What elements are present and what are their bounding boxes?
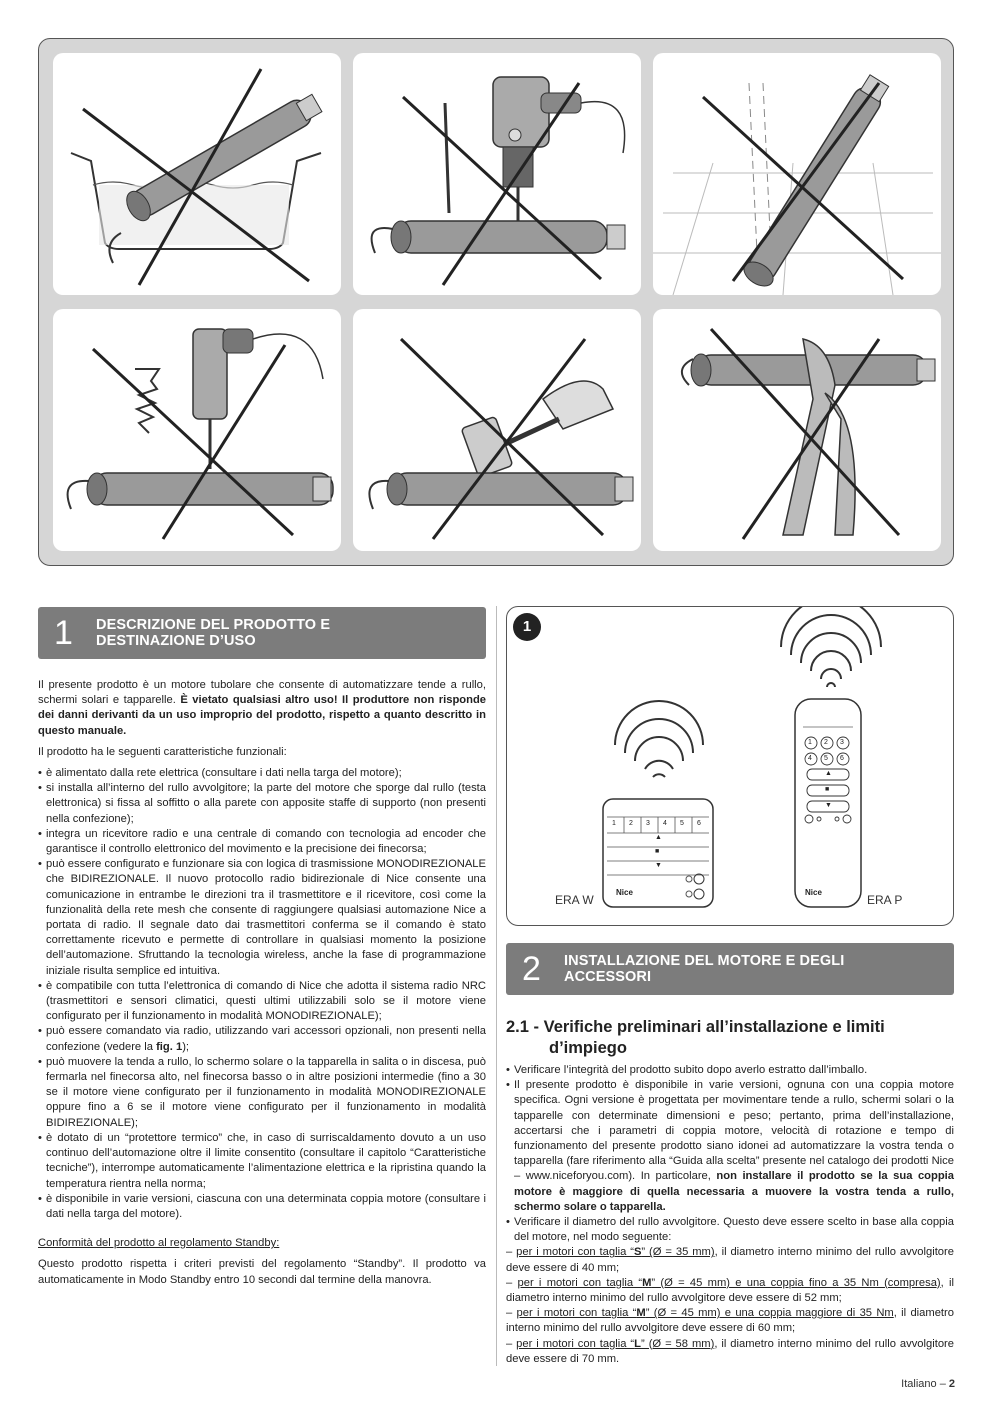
list-item: • Verificare l’integrità del prodotto subito dopo averlo estratto dall’imballo. (506, 1063, 954, 1078)
warning-panel-crushing (653, 309, 941, 551)
era-p-key-3: 3 (840, 739, 844, 746)
hammering-drawing (353, 309, 641, 551)
list-item: • è dotato di un “protettore termico” che, in caso di surriscaldamento dovuto a un uso continuo dell’automazione oltre il limite consentito (consultare il capitolo “Caratteristiche tecniche”), interrompe automaticamente l’alimentazione elettrica e la ripristina quando la temperatura rientra nella norma; (38, 1131, 486, 1192)
size-list (506, 1245, 954, 1367)
page-number: 2 (948, 1378, 955, 1390)
column-divider (496, 606, 497, 1366)
era-w-down-icon: ▼ (655, 862, 662, 869)
size-item-m-low: – per i motori con taglia “M” (Ø = 45 mm) e una coppia fino a 35 Nm (compresa), il diametro interno minimo del rullo avvolgitore deve essere di 52 mm; (506, 1276, 955, 1305)
era-w-signal-icon (615, 701, 703, 777)
era-p-up-icon: ▲ (825, 770, 832, 777)
era-p-down-icon: ▼ (825, 802, 832, 809)
figure-number-badge: 1 (513, 613, 541, 641)
checks-list (506, 1063, 954, 1245)
crushing-drawing (653, 309, 941, 551)
era-p-key-5: 5 (824, 755, 828, 762)
intro-paragraph: Il presente prodotto è un motore tubolare che consente di automatizzare tende a rullo, schermi solari e tapparelle. È vietato qualsiasi altro uso! Il produttore non risponde dei danni derivanti da un uso improprio del prodotto, rispetto a quanto descritto in questo manuale. (38, 679, 487, 737)
era-w-key-1: 1 (612, 820, 616, 827)
figure-1-remotes (506, 606, 954, 926)
page-footer (901, 1378, 955, 1390)
size-item-l: – per i motori con taglia “L” (Ø = 58 mm), il diametro interno minimo del rullo avvolgitore deve essere di 70 mm. (506, 1337, 954, 1365)
era-w-key-4: 4 (663, 820, 667, 827)
list-item: • si installa all’interno del rullo avvolgitore; la parte del motore che sporge dal rullo (testa elettronica) si fissa al soffitto o alla parete con apposite staffe di supporto (non presenti nella confezione); (38, 781, 486, 827)
immersion-drawing (53, 53, 341, 295)
figure-reference: fig. 1 (156, 1040, 183, 1053)
era-p-brand-logo: Nice (805, 888, 822, 897)
era-p-key-6: 6 (840, 755, 844, 762)
list-item: • può muovere la tenda a rullo, lo schermo solare o la tapparella in salita o in discesa, può fermarla nel finecorsa alto, nel finecorsa basso o in altre posizioni intermedie (fino a 30 se il motore viene configurato per il funzionamento in modalità MONODIREZIONALE oppure fino a 6 se il motore viene configurato per il funzionamento in modalità BIDIREZIONALE); (38, 1055, 486, 1131)
section-1-number: 1 (54, 614, 73, 652)
warning-panel-drilling (353, 53, 641, 295)
era-w-stop-icon: ■ (655, 848, 660, 855)
list-item: • può essere comandato via radio, utilizzando vari accessori opzionali, non presenti nella confezione (vedere la fig. 1); (38, 1024, 486, 1054)
era-w-key-2: 2 (629, 820, 633, 827)
era-w-brand-logo: Nice (616, 888, 633, 897)
list-item: • è disponibile in varie versioni, ciascuna con una determinata coppia motore (consultare i dati nella targa del motore). (38, 1192, 486, 1222)
list-item: • Verificare il diametro del rullo avvolgitore. Questo deve essere scelto in base alla coppia del motore, nel modo seguente: (506, 1215, 954, 1245)
size-item-m-high: – per i motori con taglia “M” (Ø = 45 mm) e una coppia maggiore di 35 Nm, il diametro interno minimo del rullo avvolgitore deve essere di 60 mm; (506, 1307, 954, 1335)
era-w-label: ERA W (555, 893, 594, 907)
list-item: • integra un ricevitore radio e una centrale di comando con tecnologia ad encoder che garantisce il controllo elettronico del movimento e la precisione dei finecorsa; (38, 827, 486, 857)
warning-panel-dropping (653, 53, 941, 295)
list-item: • Il presente prodotto è disponibile in varie versioni, ognuna con una coppia motore specifica. Ogni versione è progettata per movimentare tende a rullo, schermi solari o la tapparelle con determinate dimensioni e peso; pertanto, prima dell’installazione, accertarsi che i parametri di coppia motore, velocità di rotazione e tempo di funzionamento del presente prodotto siano idonei ad automatizzare la vostra tenda o tapparella (fare riferimento alla “Guida alla scelta” presente nel catalogo dei prodotti Nice – www.niceforyou.com). In particolare, non installare il prodotto se la sua coppia motore è maggiore di quella necessaria a muovere la vostra tenda a rullo, schermo solare o tapparella. (506, 1078, 954, 1215)
standby-heading: Conformità del prodotto al regolamento Standby: (38, 1237, 280, 1250)
era-w-key-6: 6 (697, 820, 701, 827)
prohibited-uses-illustration (38, 38, 954, 566)
era-p-key-4: 4 (808, 755, 812, 762)
section-2-title: INSTALLAZIONE DEL MOTORE E DEGLI ACCESSORI (564, 953, 845, 985)
era-p-signal-icon (781, 607, 881, 687)
era-p-key-2: 2 (824, 739, 828, 746)
warning-panel-immersion (53, 53, 341, 295)
standby-text: Questo prodotto rispetta i criteri previsti del regolamento “Standby”. Il prodotto va automaticamente in Modo Standby entro 10 secondi dal termine della manovra. (38, 1258, 486, 1286)
drilling-drawing (353, 53, 641, 295)
features-intro: Il prodotto ha le seguenti caratteristiche funzionali: (38, 745, 287, 758)
list-item: • è compatibile con tutta l’elettronica di comando di Nice che adotta il sistema radio NRC (trasmettitori e sensori climatici, questi ultimi utilizzabili solo se il motore viene configurato per il funzionamento in modalità MONODIREZIONALE); (38, 979, 486, 1025)
dropping-drawing (653, 53, 941, 295)
warning-panel-screwing (53, 309, 341, 551)
era-p-stop-icon: ■ (825, 786, 830, 793)
footer-language: Italiano – (901, 1378, 949, 1390)
era-p-key-1: 1 (808, 739, 812, 746)
section-2-header (506, 943, 954, 995)
subsection-2-1-title: 2.1 - Verifiche preliminari all’installazione e limiti d’impiego (506, 1018, 885, 1057)
size-item-s: – per i motori con taglia “S” (Ø = 35 mm), il diametro interno minimo del rullo avvolgitore deve essere di 40 mm; (506, 1246, 954, 1274)
era-w-key-5: 5 (680, 820, 684, 827)
screwing-drawing (53, 309, 341, 551)
list-item: • può essere configurato e funzionare sia con logica di trasmissione MONODIREZIONALE che BIDIREZIONALE. Il nuovo protocollo radio bidirezionale di Nice consente una comunicazione in entrambe le direzioni tra il trasmettitore e il ricevitore, così come la funzionalità della rete mesh che consente di raggiungere qualsiasi automazione Nice a portata di radio. Il segnale dato dai trasmettitori conferma se il comando è stato correttamente ricevuto e permette di controllare in qualsiasi momento la posizione dell’automazione. Sfruttando la tecnologia wireless, anche la fase di programmazione iniziale risulta semplice ed intuitiva. (38, 857, 486, 979)
list-item: • è alimentato dalla rete elettrica (consultare i dati nella targa del motore); (38, 766, 486, 781)
section-1-header (38, 607, 486, 659)
era-p-label: ERA P (867, 893, 903, 907)
section-2-body (506, 1063, 954, 1367)
era-w-key-3: 3 (646, 820, 650, 827)
remotes-drawing (507, 607, 955, 927)
features-list (38, 766, 486, 1222)
section-1-title: DESCRIZIONE DEL PRODOTTO E DESTINAZIONE D’USO (96, 617, 331, 649)
section-2-number: 2 (522, 950, 541, 988)
era-w-up-icon: ▲ (655, 834, 662, 841)
warning-panel-hammering (353, 309, 641, 551)
section-1-body (38, 678, 486, 1294)
